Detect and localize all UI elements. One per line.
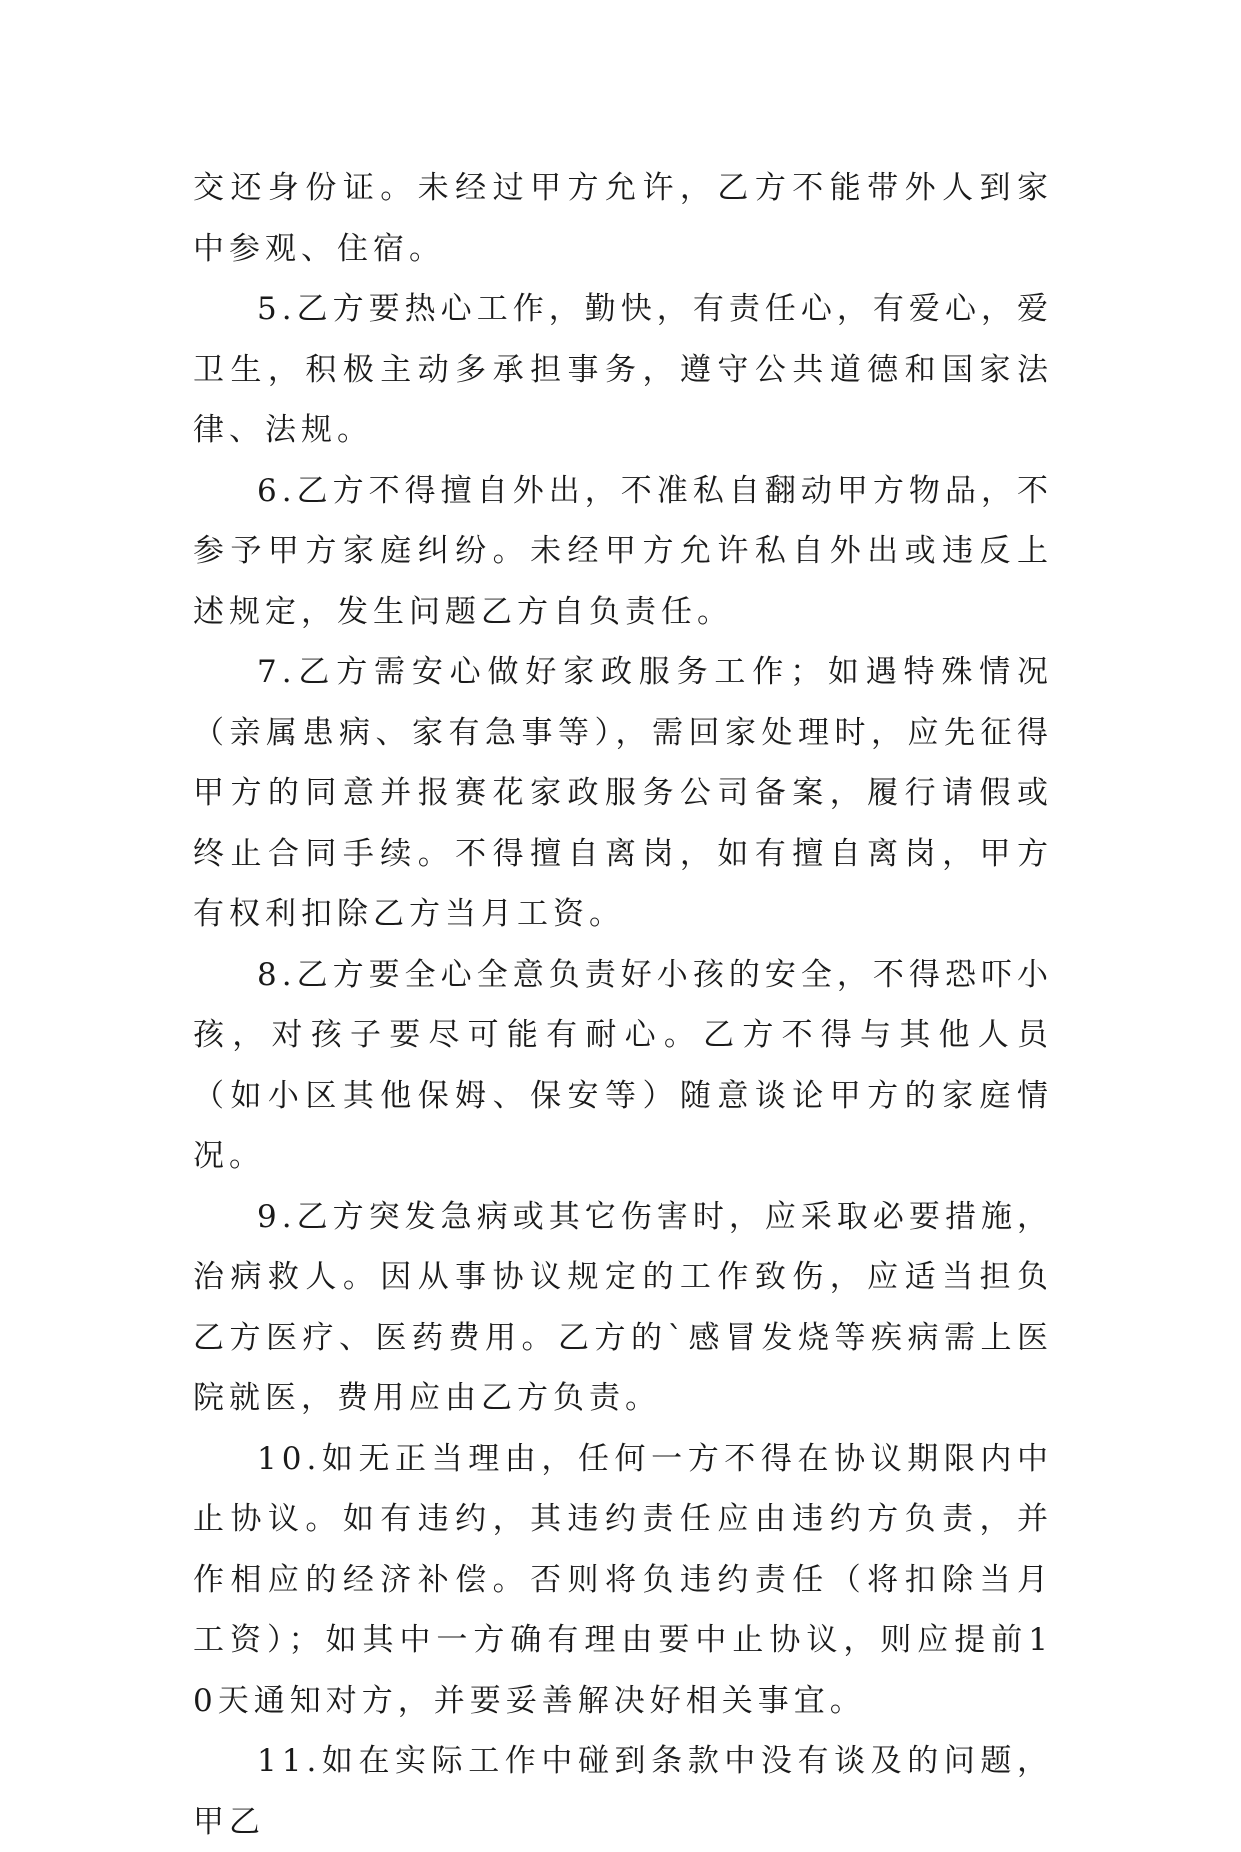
clause-11: 11.如在实际工作中碰到条款中没有谈及的问题，甲乙: [193, 1743, 1053, 1840]
document-body: [193, 158, 1053, 1852]
clause-5: 5.乙方要热心工作，勤快，有责任心，有爱心，爱卫生，积极主动多承担事务，遵守公共道德和国家法律、法规。: [193, 291, 1053, 448]
paragraph-continuation: 交还身份证。未经过甲方允许，乙方不能带外人到家中参观、住宿。: [193, 170, 1053, 267]
clause-8: 8.乙方要全心全意负责好小孩的安全，不得恐吓小孩，对孩子要尽可能有耐心。乙方不得与其他人员（如小区其他保姆、保安等）随意谈论甲方的家庭情况。: [193, 956, 1053, 1174]
clause-6: 6.乙方不得擅自外出，不准私自翻动甲方物品，不参予甲方家庭纠纷。未经甲方允许私自外出或违反上述规定，发生问题乙方自负责任。: [193, 472, 1053, 630]
clause-10: 10.如无正当理由，任何一方不得在协议期限内中止协议。如有违约，其违约责任应由违约方负责，并作相应的经济补偿。否则将负违约责任（将扣除当月工资）；如其中一方确有理由要中止协议，则应提前10天通知对方，并要妥善解决好相关事宜。: [193, 1440, 1053, 1719]
clause-9: 9.乙方突发急病或其它伤害时，应采取必要措施，治病救人。因从事协议规定的工作致伤，应适当担负乙方医疗、医药费用。乙方的`感冒发烧等疾病需上医院就医，费用应由乙方负责。: [193, 1198, 1053, 1416]
clause-7: 7.乙方需安心做好家政服务工作；如遇特殊情况（亲属患病、家有急事等），需回家处理时，应先征得甲方的同意并报赛花家政服务公司备案，履行请假或终止合同手续。不得擅自离岗，如有擅自离岗，甲方有权利扣除乙方当月工资。: [193, 654, 1053, 932]
